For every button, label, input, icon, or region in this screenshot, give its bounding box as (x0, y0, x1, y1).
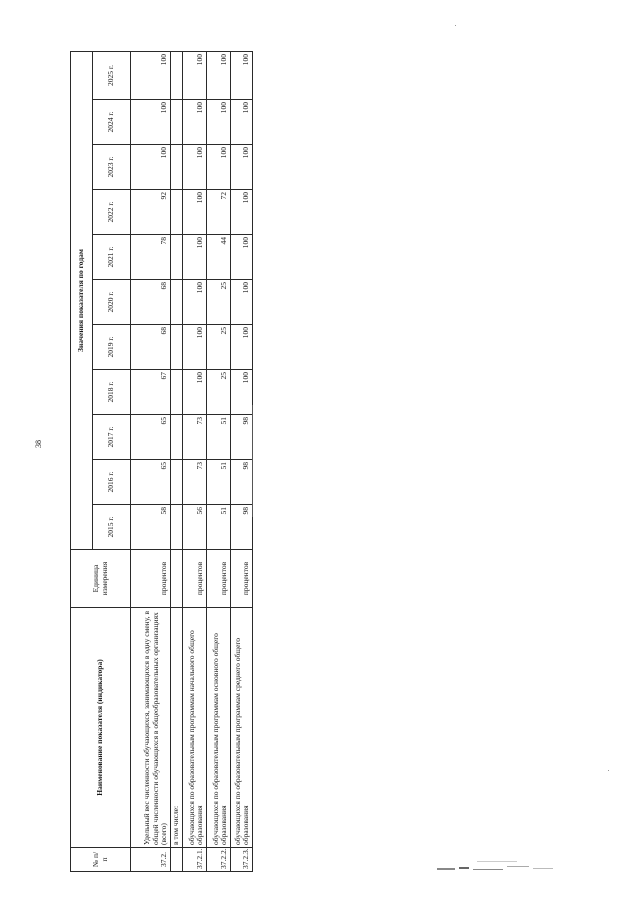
row-name: в том числе: (171, 608, 183, 848)
row-name: обучающихся по образовательным программам основного общего образования (207, 608, 231, 848)
row-value: 25 (207, 370, 231, 415)
header-year: 2025 г. (93, 51, 131, 99)
header-year: 2015 г. (93, 505, 131, 550)
row-value: 100 (183, 325, 207, 370)
row-unit: процентов (131, 550, 171, 608)
row-value: 100 (183, 190, 207, 235)
row-value: 100 (183, 370, 207, 415)
row-value (171, 100, 183, 145)
row-value (171, 370, 183, 415)
header-year: 2024 г. (93, 100, 131, 145)
row-value: 44 (207, 235, 231, 280)
row-value: 65 (131, 460, 171, 505)
row-name: обучающихся по образовательным программам начального общего образования (183, 608, 207, 848)
row-value (171, 325, 183, 370)
row-value: 100 (207, 145, 231, 190)
row-code: 37.2.1. (183, 848, 207, 872)
row-value: 100 (131, 51, 171, 99)
row-value: 73 (183, 460, 207, 505)
row-value: 25 (207, 280, 231, 325)
row-value: 78 (131, 235, 171, 280)
row-value: 100 (231, 235, 253, 280)
row-value: 98 (231, 415, 253, 460)
row-value: 51 (207, 505, 231, 550)
header-year: 2022 г. (93, 190, 131, 235)
header-year: 2020 г. (93, 280, 131, 325)
row-value (171, 415, 183, 460)
row-value: 100 (231, 100, 253, 145)
scan-smudge (437, 858, 557, 874)
table-row (171, 51, 183, 871)
row-value: 100 (183, 280, 207, 325)
row-code: 37.2.2. (207, 848, 231, 872)
row-value (171, 145, 183, 190)
header-year: 2021 г. (93, 235, 131, 280)
row-name: Удельный вес численности обучающихся, занимающихся в одну смену, в общей численности обучающихся в общеобразовательных организациях (всего) (131, 608, 171, 848)
row-value: 100 (231, 370, 253, 415)
row-value (171, 51, 183, 99)
row-value: 100 (183, 235, 207, 280)
row-value: 100 (231, 325, 253, 370)
row-value: 100 (231, 145, 253, 190)
row-code: 37.2. (131, 848, 171, 872)
row-value: 73 (183, 415, 207, 460)
row-value (171, 505, 183, 550)
row-value: 100 (131, 145, 171, 190)
row-value: 51 (207, 460, 231, 505)
row-value: 100 (231, 51, 253, 99)
row-unit: процентов (207, 550, 231, 608)
row-unit: процентов (231, 550, 253, 608)
header-year: 2019 г. (93, 325, 131, 370)
table-row (183, 51, 207, 871)
row-value: 98 (231, 505, 253, 550)
row-name: обучающихся по образовательным программам среднего общего образования (231, 608, 253, 848)
scan-dot (455, 25, 456, 26)
row-value: 100 (207, 51, 231, 99)
row-value (171, 280, 183, 325)
row-value: 56 (183, 505, 207, 550)
row-value: 100 (231, 280, 253, 325)
row-value: 51 (207, 415, 231, 460)
row-unit (171, 550, 183, 608)
table-row (207, 51, 231, 871)
header-num: № п/п (71, 848, 131, 872)
row-code (171, 848, 183, 872)
row-value: 65 (131, 415, 171, 460)
page-number: 38 (34, 440, 43, 448)
header-year: 2018 г. (93, 370, 131, 415)
header-year: 2016 г. (93, 460, 131, 505)
row-value: 100 (231, 190, 253, 235)
row-value (171, 460, 183, 505)
row-value: 67 (131, 370, 171, 415)
row-value (171, 235, 183, 280)
row-value: 100 (131, 100, 171, 145)
table-row (231, 51, 253, 871)
header-unit: Единица измерения (71, 550, 131, 608)
row-value: 92 (131, 190, 171, 235)
rotated-table-container (70, 52, 251, 872)
header-year: 2023 г. (93, 145, 131, 190)
row-value: 100 (183, 51, 207, 99)
table-row (131, 51, 171, 871)
row-value: 68 (131, 280, 171, 325)
header-name: Наименование показателя (индикатора) (71, 608, 131, 848)
scan-dot (608, 770, 609, 771)
row-value: 100 (207, 100, 231, 145)
row-value: 98 (231, 460, 253, 505)
row-value: 68 (131, 325, 171, 370)
row-value: 25 (207, 325, 231, 370)
row-value: 72 (207, 190, 231, 235)
row-value (171, 190, 183, 235)
header-year: 2017 г. (93, 415, 131, 460)
row-value: 58 (131, 505, 171, 550)
row-value: 100 (183, 145, 207, 190)
header-years-group: Значения показателя по годам (71, 51, 93, 549)
indicator-table (70, 51, 253, 872)
row-code: 37.2.3. (231, 848, 253, 872)
pencil-mark (252, 405, 253, 517)
row-value: 100 (183, 100, 207, 145)
row-unit: процентов (183, 550, 207, 608)
